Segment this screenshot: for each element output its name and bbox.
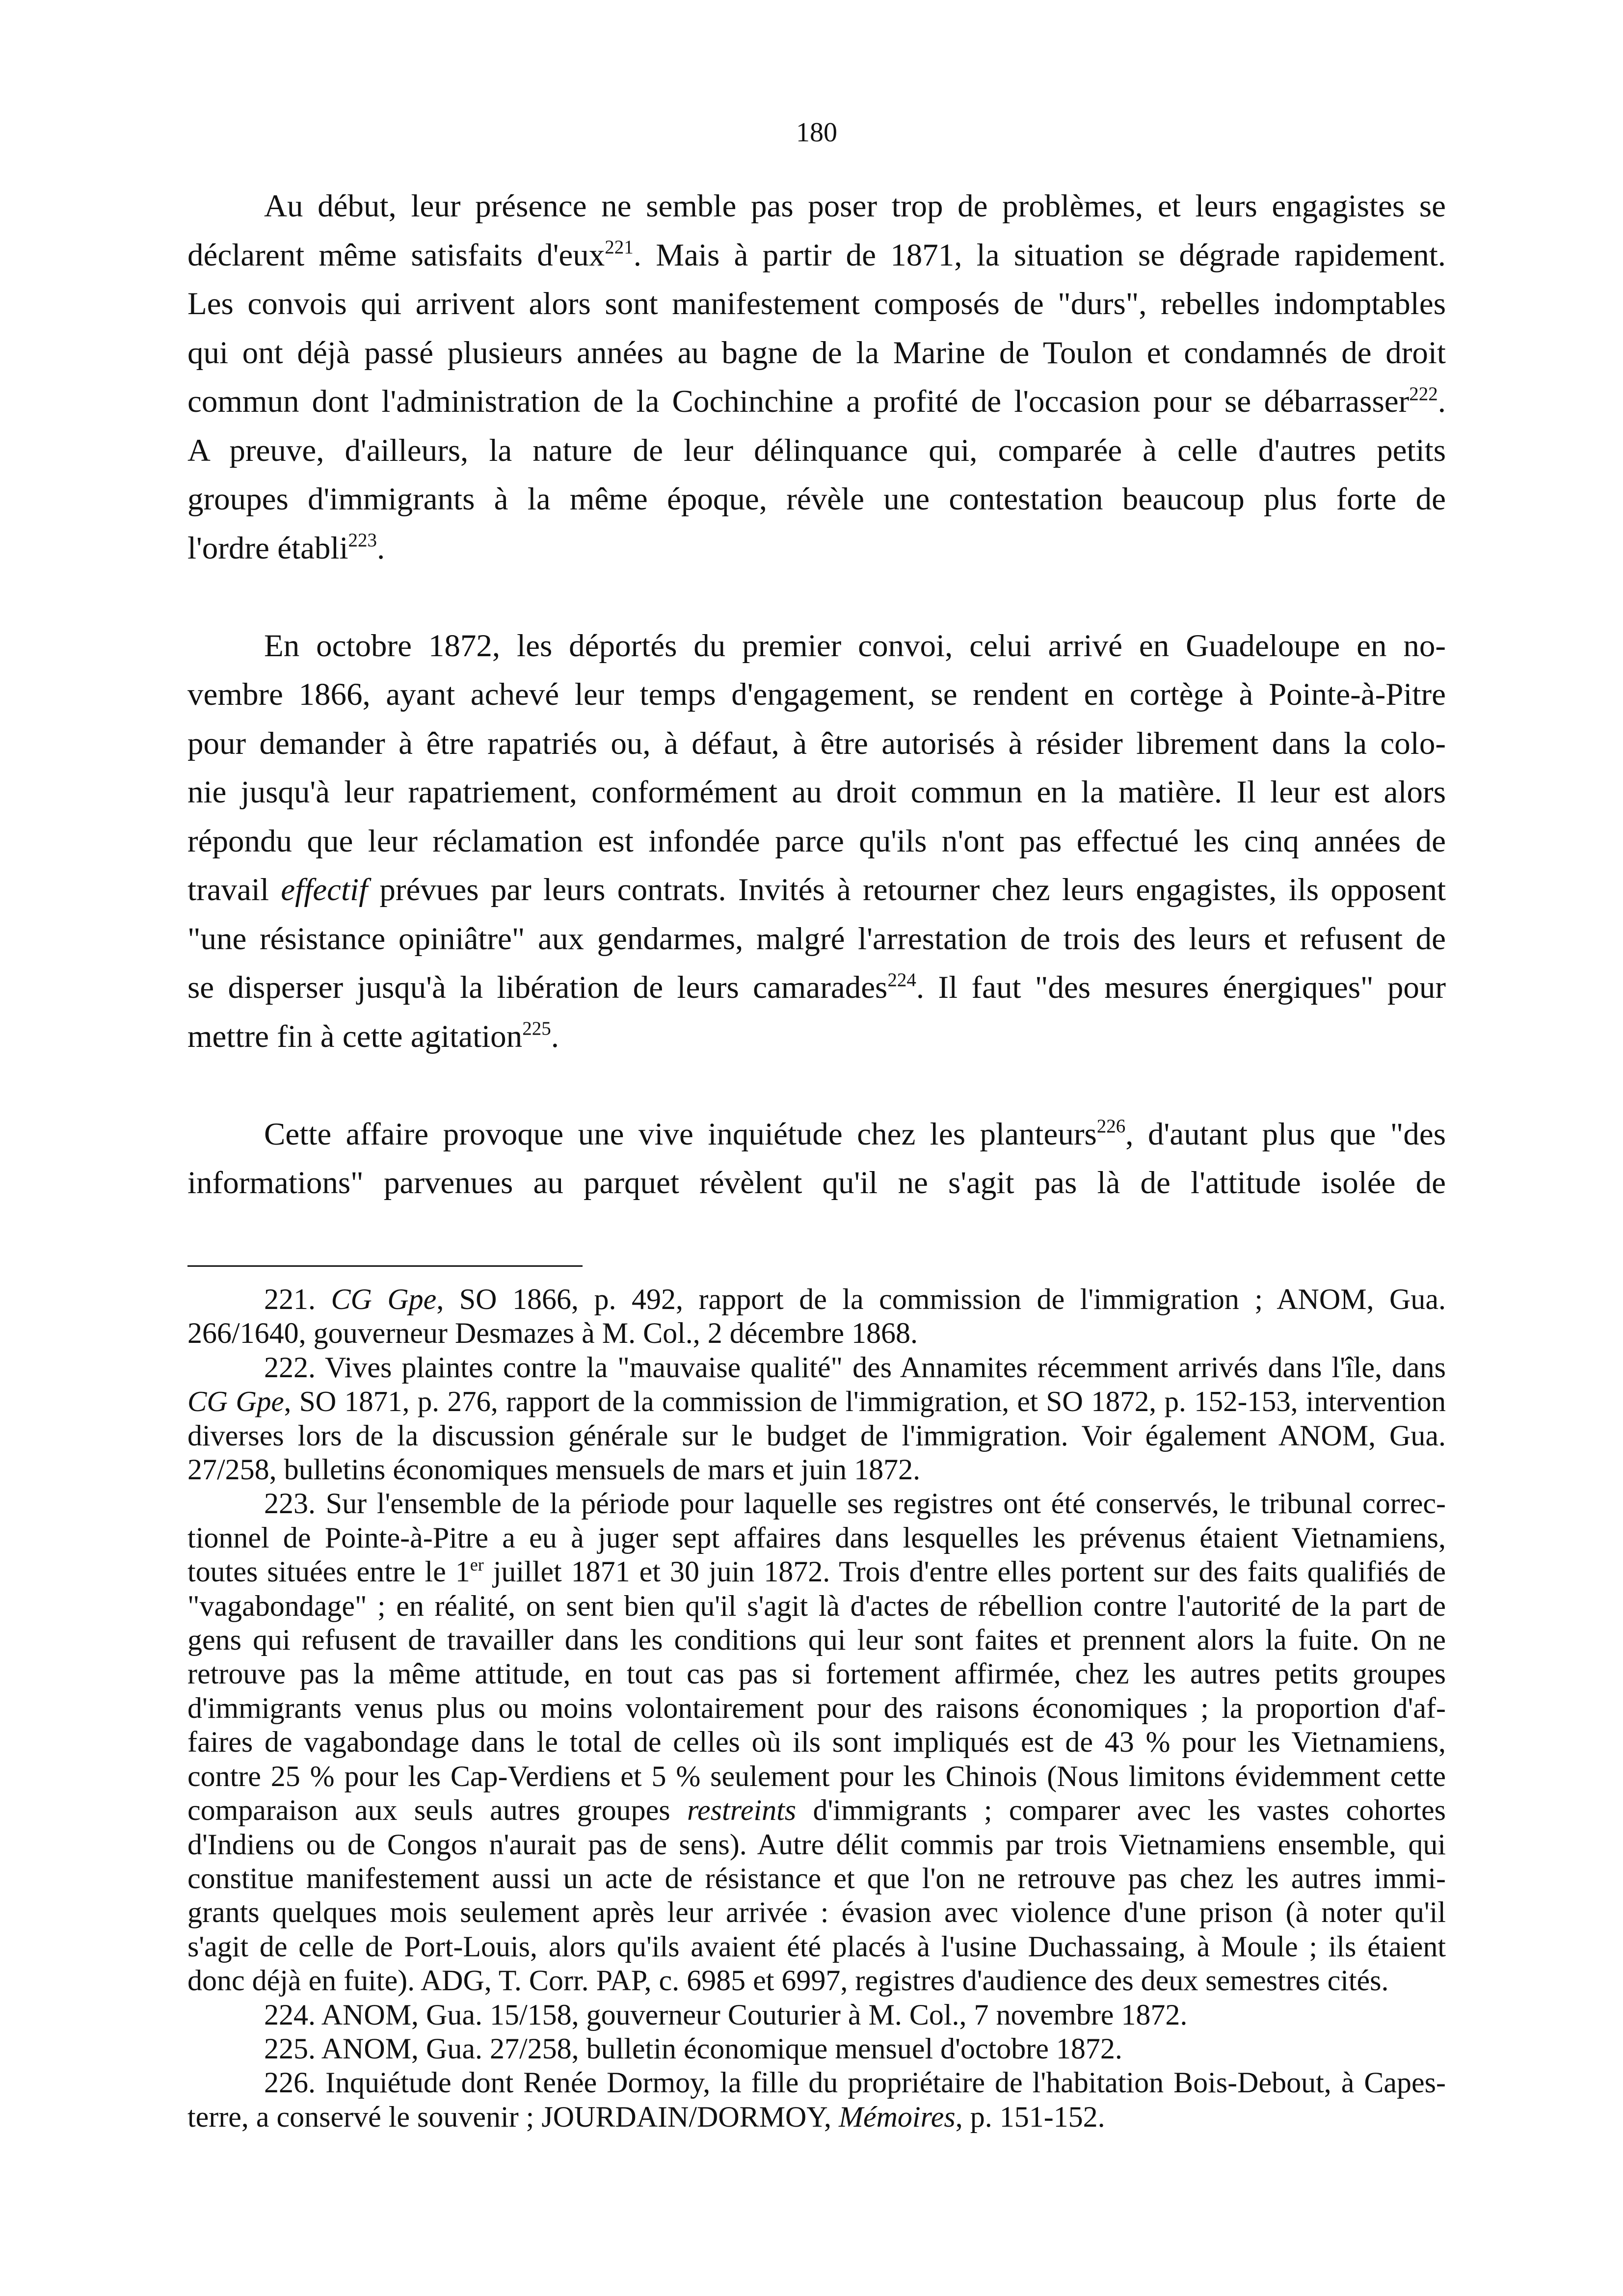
text-line: faires de vagabondage dans le total de celles où ils sont impliqués est de 43 % pour les Vietnamiens,	[187, 1726, 1446, 1759]
text-line: donc déjà en fuite). ADG, T. Corr. PAP, c. 6985 et 6997, registres d'audience des deux semestres cités.	[187, 1964, 1389, 1997]
text-line: Les convois qui arrivent alors sont manifestement composés de "durs", rebelles indomptables	[187, 286, 1446, 321]
text-line: tionnel de Pointe-à-Pitre a eu à juger sept affaires dans lesquelles les prévenus étaient Vietnamiens,	[187, 1521, 1446, 1554]
text-line	[187, 1282, 1446, 1316]
paragraph	[187, 622, 1446, 1062]
text-line: qui ont déjà passé plusieurs années au bagne de la Marine de Toulon et condamnés de droit	[187, 335, 1446, 371]
text-line	[187, 963, 1446, 1013]
text-line: "vagabondage" ; en réalité, on sent bien qu'il s'agit là d'actes de rébellion contre l'autorité de la part de	[187, 1589, 1446, 1622]
text-segment: déclarent même satisfaits d'eux	[187, 237, 605, 273]
italic-text: effectif	[281, 872, 368, 908]
text-line: répondu que leur réclamation est infondée parce qu'ils n'ont pas effectué les cinq années de	[187, 823, 1446, 859]
text-segment: , d'autant plus que "des	[1125, 1116, 1446, 1152]
text-line: 266/1640, gouverneur Desmazes à M. Col., 2 décembre 1868.	[187, 1317, 918, 1350]
text-line	[187, 1351, 1446, 1385]
text-line: constitue manifestement aussi un acte de résistance et que l'on ne retrouve pas chez les autres immi-	[187, 1862, 1446, 1895]
footnote-number: 225.	[264, 2032, 316, 2065]
text-segment: ANOM, Gua. 15/158, gouverneur Couturier à M. Col., 7 novembre 1872.	[321, 1998, 1188, 2031]
italic-text: CG Gpe	[187, 1385, 284, 1418]
text-segment: Inquiétude dont Renée Dormoy, la fille du propriétaire de l'habitation Bois-Debout, à Capes-	[325, 2066, 1446, 2099]
footnote-ref: 224	[887, 969, 916, 990]
text-line	[187, 1013, 1446, 1062]
footnote	[187, 2032, 1446, 2066]
footnote-ref: 225	[522, 1018, 551, 1040]
text-segment: travail	[187, 872, 269, 908]
text-line	[187, 524, 1446, 573]
text-line	[187, 377, 1446, 427]
footnote-separator	[187, 1265, 583, 1267]
italic-text: restreints	[687, 1794, 797, 1827]
text-line	[187, 231, 1446, 280]
footnotes	[187, 1282, 1446, 2134]
footnote-number: 221.	[264, 1283, 316, 1315]
text-segment: .	[551, 1018, 559, 1054]
text-line: vembre 1866, ayant achevé leur temps d'engagement, se rendent en cortège à Pointe-à-Pitre	[187, 677, 1446, 712]
text-line	[187, 1487, 1446, 1521]
text-segment: juillet 1871 et 30 juin 1872. Trois d'entre elles portent sur des faits qualifiés de	[493, 1555, 1446, 1588]
text-line: "une résistance opiniâtre" aux gendarmes, malgré l'arrestation de trois des leurs et refusent de	[187, 921, 1446, 957]
text-line: retrouve pas la même attitude, en tout cas pas si fortement affirmée, chez les autres petits groupes	[187, 1657, 1446, 1690]
footnote	[187, 1351, 1446, 1487]
text-segment: Cette affaire provoque une vive inquiétude chez les planteurs	[264, 1116, 1097, 1152]
text-segment: . Il faut "des mesures énergiques" pour	[916, 970, 1446, 1005]
text-segment: mettre fin à cette agitation	[187, 1018, 523, 1054]
text-line	[187, 1110, 1446, 1159]
footnote-ref: 221	[605, 237, 634, 258]
text-segment: Vives plaintes contre la "mauvaise qualité" des Annamites récemment arrivés dans l'île, dans	[324, 1351, 1446, 1384]
text-line: contre 25 % pour les Cap-Verdiens et 5 % seulement pour les Chinois (Nous limitons évidemment cette	[187, 1760, 1446, 1792]
footnote-ref: 222	[1409, 383, 1438, 404]
text-line: pour demander à être rapatriés ou, à défaut, à être autorisés à résider librement dans la colo-	[187, 725, 1446, 761]
text-line: A preuve, d'ailleurs, la nature de leur délinquance qui, comparée à celle d'autres petits	[187, 432, 1446, 468]
paragraph	[187, 182, 1446, 573]
text-segment: .	[1437, 384, 1446, 419]
footnote	[187, 1998, 1446, 2032]
text-line	[187, 1385, 1446, 1418]
paragraph	[187, 1110, 1446, 1208]
text-line	[187, 1555, 1446, 1589]
text-line	[187, 2032, 1446, 2066]
footnote	[187, 1487, 1446, 1998]
footnote	[187, 1282, 1446, 1351]
text-line: 27/258, bulletins économiques mensuels de mars et juin 1872.	[187, 1453, 921, 1486]
text-line	[187, 2066, 1446, 2100]
text-line: En octobre 1872, les déportés du premier convoi, celui arrivé en Guadeloupe en no-	[264, 628, 1446, 664]
text-line: diverses lors de la discussion générale sur le budget de l'immigration. Voir également ANOM, Gua.	[187, 1419, 1446, 1452]
italic-text: CG Gpe	[331, 1283, 437, 1315]
footnote-number: 226.	[264, 2066, 316, 2099]
text-segment: .	[377, 530, 385, 566]
text-line: s'agit de celle de Port-Louis, alors qu'ils avaient été placés à l'usine Duchassaing, à Moule ; ils étaient	[187, 1930, 1446, 1963]
ordinal-suffix: er	[470, 1554, 484, 1575]
text-segment: commun dont l'administration de la Cochinchine a profité de l'occasion pour se débarrasser	[187, 384, 1410, 419]
text-segment: toutes situées entre le 1	[187, 1555, 470, 1588]
text-line	[187, 866, 1446, 915]
text-segment: comparaison aux seuls autres groupes	[187, 1794, 670, 1827]
footnote	[187, 2066, 1446, 2134]
footnote-ref: 223	[348, 530, 377, 551]
text-segment: terre, a conservé le souvenir ; JOURDAIN/DORMOY,	[187, 2100, 831, 2133]
text-segment: ANOM, Gua. 27/258, bulletin économique mensuel d'octobre 1872.	[321, 2032, 1122, 2065]
text-line: grants quelques mois seulement après leur arrivée : évasion avec violence d'une prison (à noter qu'il	[187, 1896, 1446, 1929]
text-line	[187, 1998, 1446, 2032]
text-line: groupes d'immigrants à la même époque, révèle une contestation beaucoup plus forte de	[187, 481, 1446, 517]
text-line	[187, 1793, 1446, 1827]
text-segment: d'immigrants ; comparer avec les vastes cohortes	[813, 1794, 1446, 1827]
footnote-number: 222.	[264, 1351, 316, 1384]
text-segment: , SO 1871, p. 276, rapport de la commission de l'immigration, et SO 1872, p. 152-153, intervention	[284, 1385, 1446, 1418]
footnote-ref: 226	[1096, 1116, 1126, 1137]
text-line: d'immigrants venus plus ou moins volontairement pour des raisons économiques ; la proportion d'af-	[187, 1691, 1446, 1724]
text-line: informations" parvenues au parquet révèlent qu'il ne s'agit pas là de l'attitude isolée de	[187, 1165, 1446, 1201]
italic-text: Mémoires	[838, 2100, 956, 2133]
text-segment: prévues par leurs contrats. Invités à retourner chez leurs engagistes, ils opposent	[379, 872, 1446, 908]
text-line: d'Indiens ou de Congos n'aurait pas de sens). Autre délit commis par trois Vietnamiens ensemble, qui	[187, 1828, 1446, 1861]
text-segment: , SO 1866, p. 492, rapport de la commission de l'immigration ; ANOM, Gua.	[436, 1283, 1446, 1315]
footnote-number: 224.	[264, 1998, 316, 2031]
text-line: Au début, leur présence ne semble pas poser trop de problèmes, et leurs engagistes se	[264, 188, 1446, 224]
main-text	[187, 182, 1446, 1208]
text-line: gens qui refusent de travailler dans les conditions qui leur sont faites et prennent alors la fuite. On ne	[187, 1624, 1446, 1656]
text-line: nie jusqu'à leur rapatriement, conformément au droit commun en la matière. Il leur est alors	[187, 774, 1446, 810]
text-segment: . Mais à partir de 1871, la situation se dégrade rapidement.	[633, 237, 1446, 273]
text-segment: Sur l'ensemble de la période pour laquelle ses registres ont été conservés, le tribunal correc-	[325, 1487, 1446, 1520]
page-number: 180	[796, 117, 837, 148]
text-segment: l'ordre établi	[187, 530, 348, 566]
footnote-number: 223.	[264, 1487, 316, 1520]
text-segment: se disperser jusqu'à la libération de leurs camarades	[187, 970, 888, 1005]
text-segment: , p. 151-152.	[955, 2100, 1105, 2133]
text-line	[187, 2100, 1446, 2134]
